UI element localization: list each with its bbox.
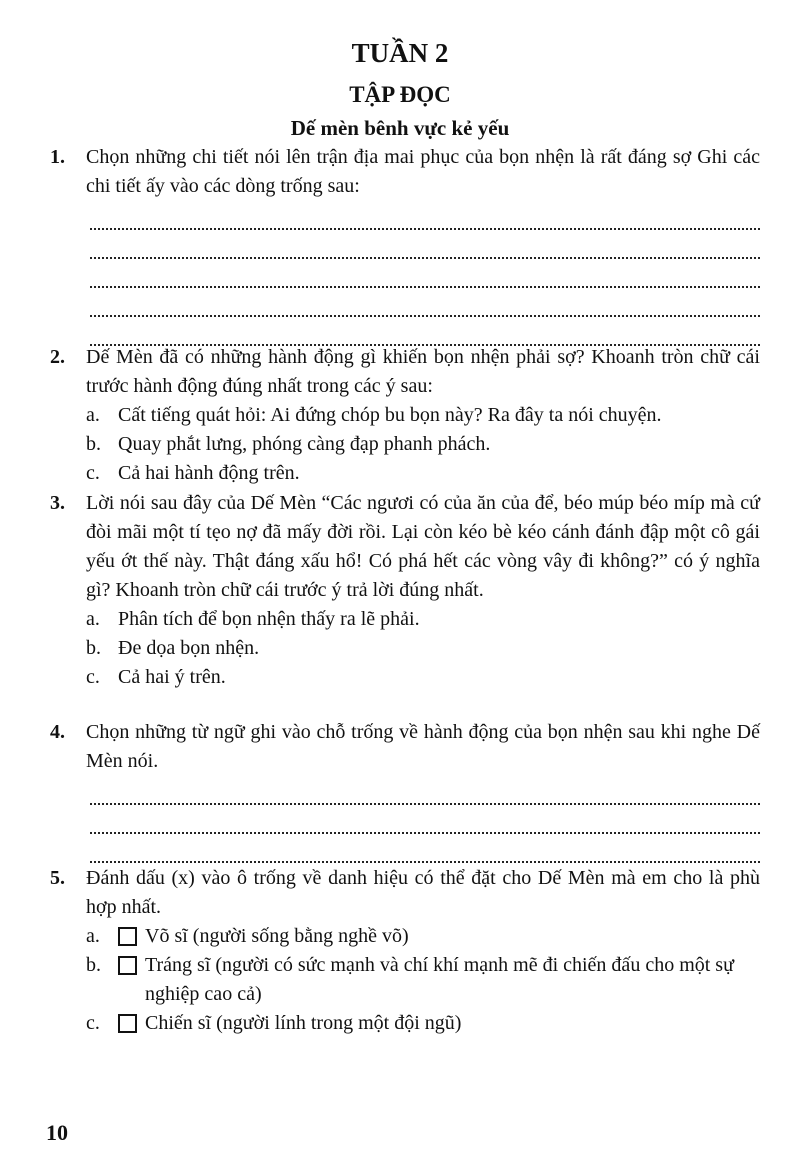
checkbox[interactable] [118, 956, 137, 975]
answer-line[interactable] [90, 317, 760, 346]
option-b [86, 951, 760, 1009]
option-text: Cả hai hành động trên. [118, 462, 300, 484]
option-label: a. [86, 925, 100, 947]
checkbox[interactable] [118, 927, 137, 946]
answer-line[interactable] [90, 259, 760, 288]
lesson-title: Dế mèn bênh vực kẻ yếu [290, 116, 510, 140]
option-label: c. [86, 666, 100, 688]
option-label: c. [86, 462, 100, 484]
question-number: 3. [50, 492, 65, 514]
option-a[interactable] [86, 401, 760, 430]
answer-line[interactable] [90, 834, 760, 863]
question-1 [50, 143, 760, 346]
page-number: 10 [46, 1120, 68, 1145]
question-number: 4. [50, 721, 65, 743]
option-label: b. [86, 954, 101, 976]
answer-line[interactable] [90, 776, 760, 805]
question-3 [50, 489, 760, 692]
answer-line[interactable] [90, 201, 760, 230]
option-label: b. [86, 433, 101, 455]
option-c[interactable] [86, 459, 760, 488]
option-b[interactable] [86, 634, 760, 663]
week-title: TUẦN 2 [351, 38, 449, 68]
answer-line[interactable] [90, 288, 760, 317]
question-2 [50, 343, 760, 488]
answer-line[interactable] [90, 805, 760, 834]
question-number: 2. [50, 346, 65, 368]
question-number: 1. [50, 146, 65, 168]
question-text: Dế Mèn đã có những hành động gì khiến bọn nhện phải sợ? Khoanh tròn chữ cái trước hành động đúng nhất trong các ý sau: [86, 346, 760, 397]
option-a [86, 922, 760, 951]
answer-line[interactable] [90, 230, 760, 259]
option-text: Đe dọa bọn nhện. [118, 637, 260, 659]
option-c[interactable] [86, 663, 760, 692]
question-5 [50, 864, 760, 1038]
question-text: Chọn những từ ngữ ghi vào chỗ trống về hành động của bọn nhện sau khi nghe Dế Mèn nói. [86, 721, 760, 772]
option-label: a. [86, 608, 100, 630]
question-4 [50, 718, 760, 863]
option-a[interactable] [86, 605, 760, 634]
option-label: c. [86, 1012, 100, 1034]
option-label: a. [86, 404, 100, 426]
question-text: Chọn những chi tiết nói lên trận địa mai phục của bọn nhện là rất đáng sợ Ghi các chi tiết ấy vào các dòng trống sau: [86, 146, 760, 197]
question-number: 5. [50, 867, 65, 889]
option-text: Phân tích để bọn nhện thấy ra lẽ phải. [118, 608, 420, 630]
option-label: b. [86, 637, 101, 659]
option-text: Chiến sĩ (người lính trong một đội ngũ) [145, 1012, 462, 1034]
checkbox[interactable] [118, 1014, 137, 1033]
option-text: Quay phắt lưng, phóng càng đạp phanh phách. [118, 433, 491, 455]
question-text: Đánh dấu (x) vào ô trống về danh hiệu có thể đặt cho Dế Mèn mà em cho là phù hợp nhất. [86, 867, 760, 918]
option-text: Tráng sĩ (người có sức mạnh và chí khí mạnh mẽ đi chiến đấu cho một sự nghiệp cao cả) [145, 954, 734, 1005]
question-text: Lời nói sau đây của Dế Mèn “Các ngươi có của ăn của để, béo múp béo míp mà cứ đòi mãi một tí tẹo nợ đã mấy đời rồi. Lại còn kéo bè kéo cánh đánh đập một cô gái yếu ớt thế này. Thật đáng xấu hổ! Có phá hết các vòng vây đi không?” có ý nghĩa gì? Khoanh tròn chữ cái trước ý trả lời đúng nhất. [86, 492, 760, 601]
option-text: Cất tiếng quát hỏi: Ai đứng chóp bu bọn này? Ra đây ta nói chuyện. [118, 404, 662, 426]
section-title: TẬP ĐỌC [349, 82, 451, 107]
option-text: Cả hai ý trên. [118, 666, 226, 688]
option-b[interactable] [86, 430, 760, 459]
option-text: Võ sĩ (người sống bằng nghề võ) [145, 925, 409, 947]
option-c [86, 1009, 760, 1038]
